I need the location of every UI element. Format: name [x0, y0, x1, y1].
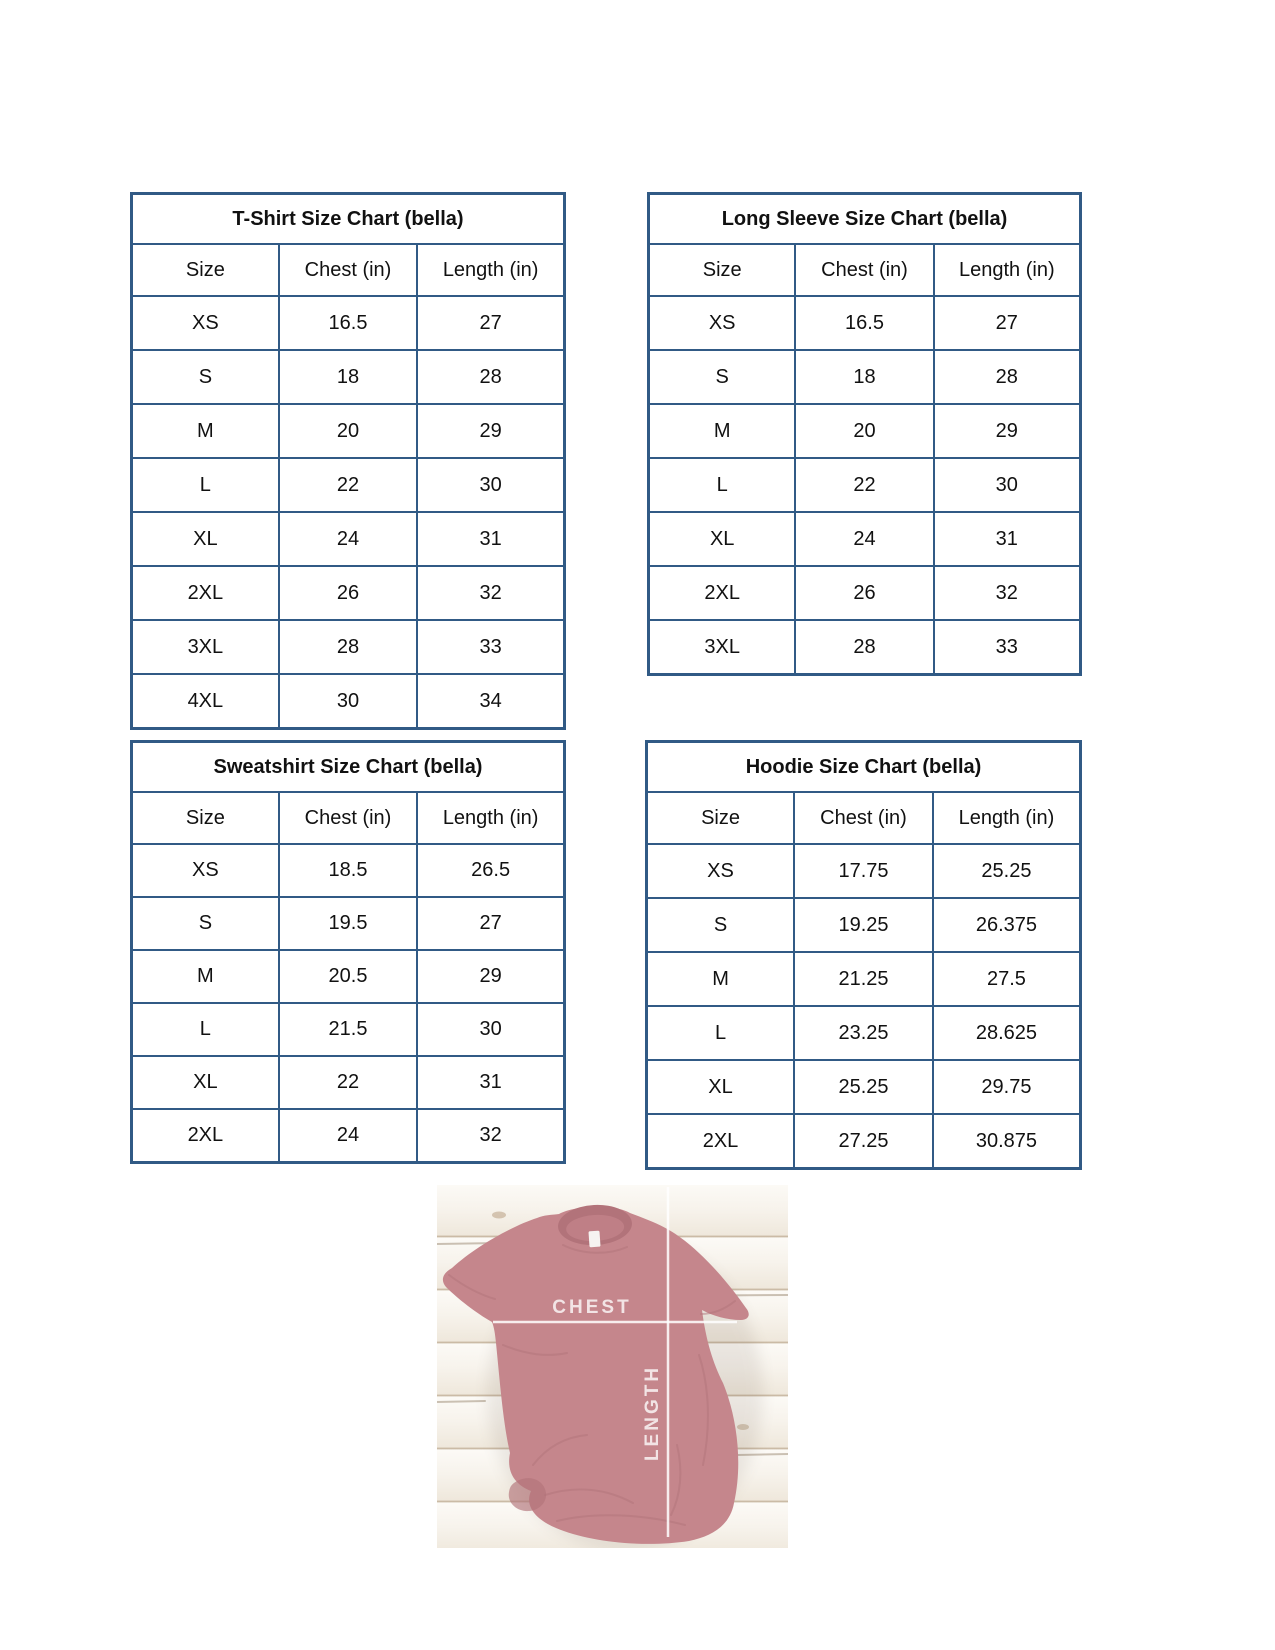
size-table-hoodie: [645, 740, 1082, 1170]
size-row: [649, 350, 1081, 404]
size-row: [132, 1109, 565, 1163]
size-row: [649, 566, 1081, 620]
table-title-row: [132, 742, 565, 793]
size-cell: S: [649, 350, 796, 404]
table-header-row: [132, 244, 565, 296]
column-header: Length (in): [417, 792, 564, 844]
size-row: [132, 897, 565, 950]
size-row: [132, 296, 565, 350]
size-cell: 33: [417, 620, 564, 674]
column-header: Size: [132, 792, 279, 844]
size-cell: 3XL: [649, 620, 796, 675]
column-header: Size: [649, 244, 796, 296]
size-row: [132, 566, 565, 620]
size-cell: 25.25: [794, 1060, 933, 1114]
size-cell: 27: [934, 296, 1081, 350]
size-cell: XL: [132, 512, 279, 566]
size-cell: L: [649, 458, 796, 512]
size-cell: 22: [279, 1056, 418, 1109]
size-cell: S: [132, 350, 279, 404]
size-cell: 16.5: [795, 296, 933, 350]
table-header-row: [647, 792, 1081, 844]
size-cell: XL: [649, 512, 796, 566]
size-cell: 27: [417, 897, 564, 950]
size-row: [649, 296, 1081, 350]
size-cell: 23.25: [794, 1006, 933, 1060]
column-header: Chest (in): [279, 792, 418, 844]
size-cell: 34: [417, 674, 564, 729]
size-row: [647, 952, 1081, 1006]
table-title-row: [647, 742, 1081, 793]
size-row: [132, 404, 565, 458]
size-cell: M: [647, 952, 795, 1006]
size-cell: XL: [647, 1060, 795, 1114]
size-cell: 18.5: [279, 844, 418, 897]
size-cell: 27: [417, 296, 564, 350]
size-cell: 33: [934, 620, 1081, 675]
size-row: [647, 1114, 1081, 1169]
tshirt-measurement-photo: [437, 1185, 788, 1548]
table-header-row: [132, 792, 565, 844]
size-row: [132, 620, 565, 674]
size-cell: 30.875: [933, 1114, 1081, 1169]
size-cell: 18: [279, 350, 418, 404]
size-cell: 4XL: [132, 674, 279, 729]
size-cell: 29: [417, 950, 564, 1003]
size-cell: 29: [417, 404, 564, 458]
size-table-tshirt: [130, 192, 566, 730]
size-row: [649, 620, 1081, 675]
size-cell: 21.5: [279, 1003, 418, 1056]
size-cell: 26: [279, 566, 418, 620]
size-cell: 31: [934, 512, 1081, 566]
size-cell: 30: [279, 674, 418, 729]
size-cell: 30: [417, 458, 564, 512]
size-row: [647, 844, 1081, 898]
size-cell: 2XL: [647, 1114, 795, 1169]
size-row: [132, 950, 565, 1003]
size-cell: 28: [417, 350, 564, 404]
size-cell: 32: [417, 1109, 564, 1163]
size-row: [649, 512, 1081, 566]
size-row: [647, 1006, 1081, 1060]
size-row: [132, 512, 565, 566]
size-cell: 29: [934, 404, 1081, 458]
size-cell: 32: [417, 566, 564, 620]
hem-knot: [509, 1478, 546, 1511]
care-label: [588, 1231, 600, 1248]
size-cell: 31: [417, 1056, 564, 1109]
size-cell: 24: [279, 512, 418, 566]
table-title: T-Shirt Size Chart (bella): [132, 194, 565, 245]
size-cell: 21.25: [794, 952, 933, 1006]
table-title: Sweatshirt Size Chart (bella): [132, 742, 565, 793]
column-header: Chest (in): [279, 244, 418, 296]
size-cell: 26.5: [417, 844, 564, 897]
size-cell: 22: [795, 458, 933, 512]
column-header: Chest (in): [795, 244, 933, 296]
size-cell: XS: [132, 296, 279, 350]
size-cell: XS: [649, 296, 796, 350]
size-table-sweatshirt: [130, 740, 566, 1164]
table-header-row: [649, 244, 1081, 296]
size-row: [132, 1056, 565, 1109]
chest-label: CHEST: [552, 1297, 632, 1318]
size-cell: 24: [279, 1109, 418, 1163]
size-cell: 22: [279, 458, 418, 512]
size-row: [132, 458, 565, 512]
size-row: [649, 404, 1081, 458]
size-row: [132, 844, 565, 897]
size-cell: 20: [279, 404, 418, 458]
size-cell: 28.625: [933, 1006, 1081, 1060]
size-cell: 19.5: [279, 897, 418, 950]
size-cell: 32: [934, 566, 1081, 620]
table-title-row: [649, 194, 1081, 245]
size-table-long-sleeve: [647, 192, 1082, 676]
size-row: [132, 674, 565, 729]
size-cell: 28: [795, 620, 933, 675]
size-cell: 30: [934, 458, 1081, 512]
length-label: LENGTH: [642, 1364, 663, 1462]
column-header: Length (in): [417, 244, 564, 296]
size-cell: 18: [795, 350, 933, 404]
column-header: Length (in): [933, 792, 1081, 844]
size-cell: 3XL: [132, 620, 279, 674]
size-cell: S: [647, 898, 795, 952]
size-cell: 26: [795, 566, 933, 620]
size-cell: 29.75: [933, 1060, 1081, 1114]
column-header: Chest (in): [794, 792, 933, 844]
size-cell: 20: [795, 404, 933, 458]
size-cell: 31: [417, 512, 564, 566]
tshirt-measurement-illustration: [437, 1185, 788, 1548]
column-header: Size: [132, 244, 279, 296]
size-cell: 16.5: [279, 296, 418, 350]
size-row: [647, 898, 1081, 952]
size-cell: 2XL: [649, 566, 796, 620]
size-cell: 28: [279, 620, 418, 674]
column-header: Length (in): [934, 244, 1081, 296]
size-cell: S: [132, 897, 279, 950]
size-cell: 20.5: [279, 950, 418, 1003]
table-title: Long Sleeve Size Chart (bella): [649, 194, 1081, 245]
size-row: [647, 1060, 1081, 1114]
size-cell: 24: [795, 512, 933, 566]
size-cell: M: [132, 404, 279, 458]
size-row: [649, 458, 1081, 512]
size-cell: 30: [417, 1003, 564, 1056]
size-row: [132, 1003, 565, 1056]
size-cell: 25.25: [933, 844, 1081, 898]
size-cell: XS: [647, 844, 795, 898]
table-title-row: [132, 194, 565, 245]
size-cell: M: [649, 404, 796, 458]
column-header: Size: [647, 792, 795, 844]
size-cell: L: [132, 1003, 279, 1056]
size-cell: XL: [132, 1056, 279, 1109]
size-cell: 19.25: [794, 898, 933, 952]
size-cell: 27.5: [933, 952, 1081, 1006]
size-cell: XS: [132, 844, 279, 897]
size-cell: 28: [934, 350, 1081, 404]
size-cell: 27.25: [794, 1114, 933, 1169]
size-row: [132, 350, 565, 404]
size-cell: 17.75: [794, 844, 933, 898]
size-cell: 2XL: [132, 1109, 279, 1163]
size-cell: L: [647, 1006, 795, 1060]
size-cell: M: [132, 950, 279, 1003]
size-cell: 2XL: [132, 566, 279, 620]
table-title: Hoodie Size Chart (bella): [647, 742, 1081, 793]
size-cell: 26.375: [933, 898, 1081, 952]
size-cell: L: [132, 458, 279, 512]
